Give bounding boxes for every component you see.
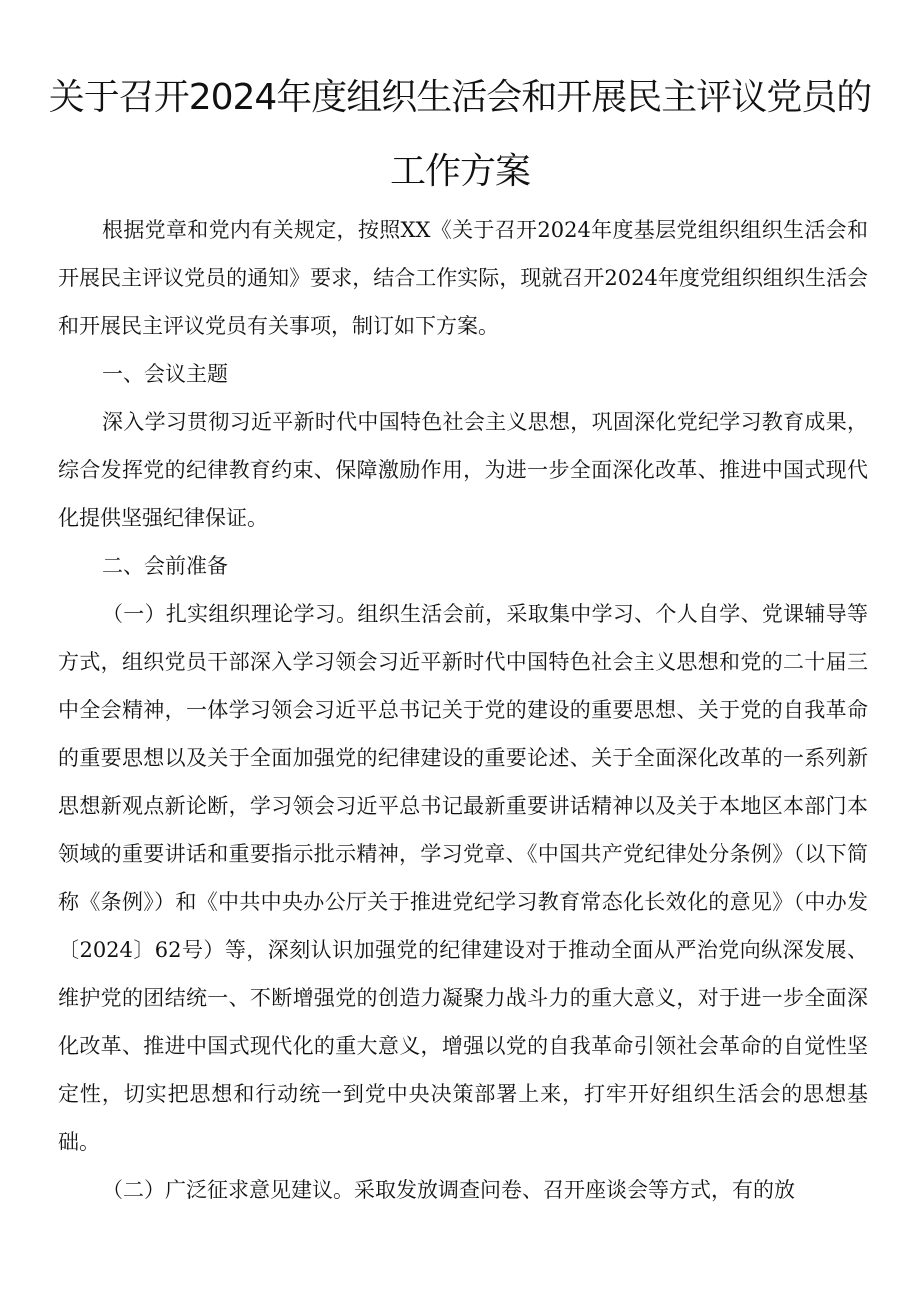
section-heading-preparation: 二、会前准备 bbox=[102, 554, 228, 578]
opinion-solicitation-paragraph: （二）广泛征求意见建议。采取发放调查问卷、召开座谈会等方式，有的放 bbox=[102, 1178, 795, 1202]
document-body bbox=[58, 206, 868, 1214]
document-title-line-2: 工作方案 bbox=[389, 151, 530, 192]
meeting-theme-paragraph: 深入学习贯彻习近平新时代中国特色社会主义思想，巩固深化党纪学习教育成果，综合发挥党的纪律教育约束、保障激励作用，为进一步全面深化改革、推进中国式现代化提供坚强纪律保证。 bbox=[58, 410, 868, 530]
section-heading-meeting-theme: 一、会议主题 bbox=[102, 362, 228, 386]
theory-study-paragraph: （一）扎实组织理论学习。组织生活会前，采取集中学习、个人自学、党课辅导等方式，组织党员干部深入学习领会习近平新时代中国特色社会主义思想和党的二十届三中全会精神，一体学习领会习近平总书记关于党的建设的重要思想、关于党的自我革命的重要思想以及关于全面加强党的纪律建设的重要论述、关于全面深化改革的一系列新思想新观点新论断，学习领会习近平总书记最新重要讲话精神以及关于本地区本部门本领域的重要讲话和重要指示批示精神，学习党章、《中国共产党纪律处分条例》（以下简称《条例》）和《中共中央办公厅关于推进党纪学习教育常态化长效化的意见》（中办发〔2024〕62号）等，深刻认识加强党的纪律建设对于推动全面从严治党向纵深发展、维护党的团结统一、不断增强党的创造力凝聚力战斗力的重大意义，对于进一步全面深化改革、推进中国式现代化的重大意义，增强以党的自我革命引领社会革命的自觉性坚定性，切实把思想和行动统一到党中央决策部署上来，打牢开好组织生活会的思想基础。 bbox=[58, 602, 868, 1154]
document-title-line-1: 关于召开2024年度组织生活会和开展民主评议党员的 bbox=[48, 77, 872, 118]
intro-paragraph: 根据党章和党内有关规定，按照XX《关于召开2024年度基层党组织组织生活会和开展民主评议党员的通知》要求，结合工作实际，现就召开2024年度党组织组织生活会和开展民主评议党员有关事项，制订如下方案。 bbox=[58, 218, 868, 338]
